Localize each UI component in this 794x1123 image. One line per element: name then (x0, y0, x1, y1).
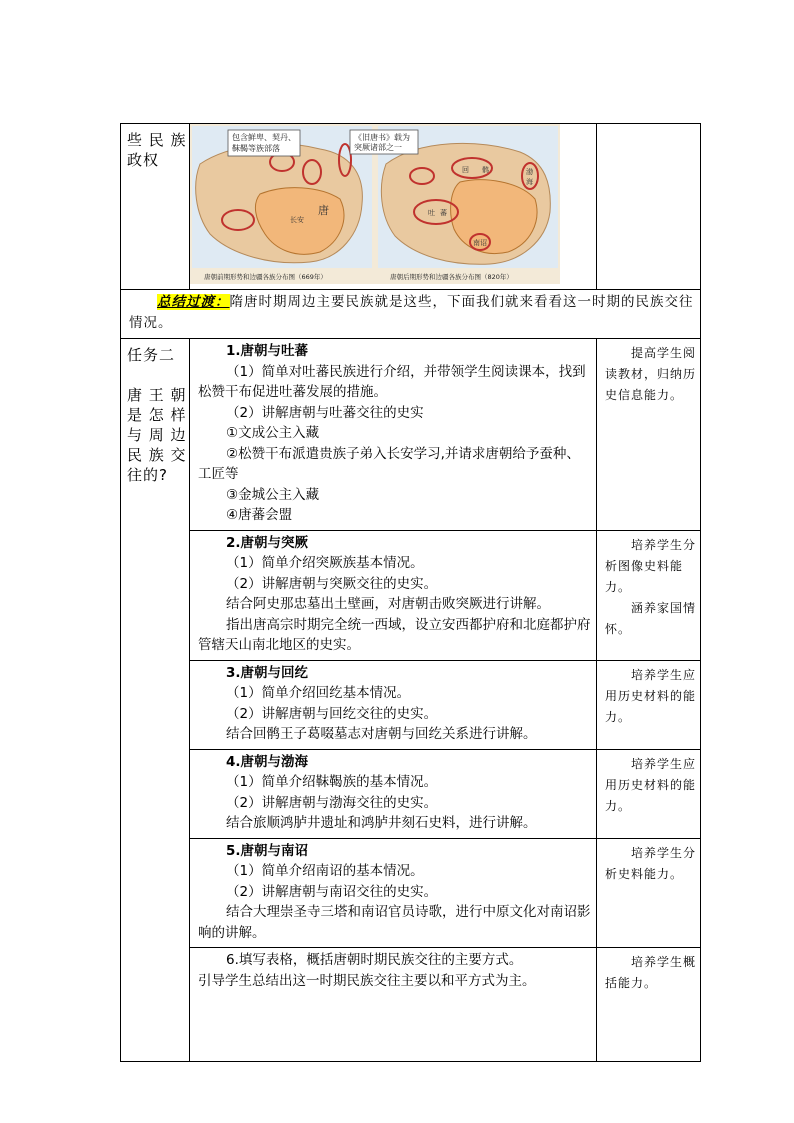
section-content (190, 839, 596, 948)
task-title-line: 唐 王 朝 (127, 386, 187, 404)
task-title-line: 与 周 边 (127, 426, 187, 444)
section-line: （1）简单对吐蕃民族进行介绍，并带领学生阅读课本，找到松赞干布促进吐蕃发展的措施。 (198, 363, 586, 400)
goal-cell-empty (597, 124, 701, 290)
section-line: 结合旅顺鸿胪井遗址和鸿胪井刻石史料，进行讲解。 (226, 815, 537, 831)
section-content (190, 750, 596, 838)
task-section-row (121, 660, 701, 749)
callout-1-line-1: 包含鲜卑、契丹、 (232, 133, 296, 142)
row-title-line: 政权 (127, 151, 160, 169)
summary-body: 隋唐时期周边主要民族就是这些，下面我们就来看看这一时期的民族交往情况。 (129, 294, 694, 331)
task-title-line: 民 族 交 (127, 446, 187, 464)
section-content (190, 948, 596, 995)
goal-text (597, 948, 700, 994)
section-line: （2）讲解唐朝与吐蕃交往的史实 (226, 404, 424, 421)
map2-label-5: 海 (526, 178, 533, 186)
task-section-row (121, 530, 701, 660)
summary-row (121, 290, 701, 339)
goal-cell (597, 948, 701, 1062)
map2-label-1: 鹘 (482, 166, 489, 174)
goal-text (597, 750, 700, 817)
task-section-row (121, 838, 701, 948)
map2-caption: 唐朝后期形势和边疆各族分布图（820年） (390, 273, 513, 281)
section-content-cell (190, 838, 597, 948)
section-line: ②松赞干布派遣贵族子弟入长安学习,并请求唐朝给予蚕种、工匠等 (198, 445, 580, 482)
goal-line: 培养学生概括能力。 (605, 955, 697, 990)
task-title-line: 是 怎 样 (127, 406, 187, 424)
map2-label-0: 回 (462, 166, 469, 174)
section-line: ③金城公主入藏 (226, 486, 320, 503)
task-section-row (121, 749, 701, 838)
section-line: 结合回鹘王子葛啜墓志对唐朝与回纥关系进行讲解。 (226, 726, 537, 742)
maps-row (121, 124, 701, 290)
section-content (190, 531, 596, 660)
section-line: （1）简单介绍靺鞨族的基本情况。 (226, 774, 438, 790)
map2-label-6: 南诏 (473, 239, 487, 247)
section-line: 引导学生总结出这一时期民族交往主要以和平方式为主。 (198, 972, 536, 989)
map1-label-changan: 长安 (290, 216, 304, 224)
section-content-cell (190, 660, 597, 749)
section-line: ④唐蕃会盟 (226, 507, 293, 523)
task-title-line: 任务二 (127, 346, 176, 364)
section-line: （1）简单介绍南诏的基本情况。 (226, 863, 424, 879)
row-title (121, 124, 189, 170)
goal-line: 培养学生应用历史材料的能力。 (605, 667, 697, 724)
section-heading: 3.唐朝与回纥 (226, 664, 309, 681)
section-heading: 5.唐朝与南诏 (226, 842, 309, 859)
goal-cell (597, 749, 701, 838)
goal-line: 涵养家国情怀。 (605, 600, 697, 636)
goal-text (597, 339, 700, 406)
task-section-row (121, 339, 701, 531)
section-content-cell (190, 530, 597, 660)
task-title-cell (121, 339, 190, 1062)
map2-label-3: 蕃 (440, 209, 447, 217)
goal-text (597, 531, 700, 640)
section-line: （2）讲解唐朝与南诏交往的史实。 (226, 883, 438, 900)
maps-cell (190, 124, 597, 290)
row-title-cell (121, 124, 190, 290)
task-title-line (127, 365, 189, 385)
lesson-plan-table (120, 123, 701, 1062)
tang-maps-image (190, 124, 560, 284)
summary-text (121, 290, 700, 338)
callout-2-line-1: 《旧唐书》载为 (354, 133, 410, 142)
map1-label-tang: 唐 (318, 204, 329, 217)
goal-cell (597, 838, 701, 948)
section-line: 指出唐高宗时期完全统一西域，设立安西都护府和北庭都护府管辖天山南北地区的史实。 (198, 616, 591, 653)
section-line: （2）讲解唐朝与突厥交往的史实。 (226, 575, 438, 592)
goal-line: 提高学生阅读教材，归纳历史信息能力。 (605, 346, 697, 402)
section-content (190, 339, 596, 530)
section-heading: 6.填写表格，概括唐朝时期民族交往的主要方式。 (226, 952, 523, 968)
goal-cell (597, 530, 701, 660)
section-line: （1）简单介绍突厥族基本情况。 (226, 555, 424, 571)
summary-cell (121, 290, 701, 339)
section-heading: 4.唐朝与渤海 (226, 753, 309, 770)
row-title-line: 些 民 族 (127, 131, 187, 149)
section-content-cell (190, 749, 597, 838)
callout-1-line-2: 靺鞨等族部落 (232, 144, 280, 153)
task-title-line: 往的? (127, 466, 168, 484)
goal-line: 培养学生分析图像史料能力。 (605, 537, 697, 594)
goal-text (597, 839, 700, 885)
goal-line: 培养学生分析史料能力。 (605, 845, 697, 881)
section-line: （2）讲解唐朝与回纥交往的史实。 (226, 705, 438, 722)
goal-cell (597, 339, 701, 531)
section-content-cell (190, 948, 597, 1062)
table-body (121, 124, 701, 1062)
section-line: 结合大理崇圣寺三塔和南诏官员诗歌，进行中原文化对南诏影响的讲解。 (198, 904, 591, 941)
task-title (121, 339, 189, 485)
task-section-row (121, 948, 701, 1062)
section-content (190, 661, 596, 749)
callout-2-line-2: 突厥诸部之一 (354, 143, 402, 152)
summary-label: 总结过渡： (157, 294, 230, 310)
section-heading: 2.唐朝与突厥 (226, 534, 309, 551)
section-line: （1）简单介绍回纥基本情况。 (226, 685, 411, 701)
section-content-cell (190, 339, 597, 531)
section-line: ①文成公主入藏 (226, 425, 320, 441)
goal-cell (597, 660, 701, 749)
section-heading: 1.唐朝与吐蕃 (226, 343, 309, 359)
goal-line: 培养学生应用历史材料的能力。 (605, 756, 697, 813)
map2-label-4: 渤 (526, 168, 533, 176)
section-line: 结合阿史那忠墓出土壁画，对唐朝击败突厥进行讲解。 (226, 596, 550, 612)
map1-caption: 唐朝前期形势和边疆各族分布图（669年） (204, 273, 327, 281)
section-line: （2）讲解唐朝与渤海交往的史实。 (226, 794, 438, 811)
map2-label-2: 吐 (428, 209, 435, 217)
goal-text (597, 661, 700, 728)
